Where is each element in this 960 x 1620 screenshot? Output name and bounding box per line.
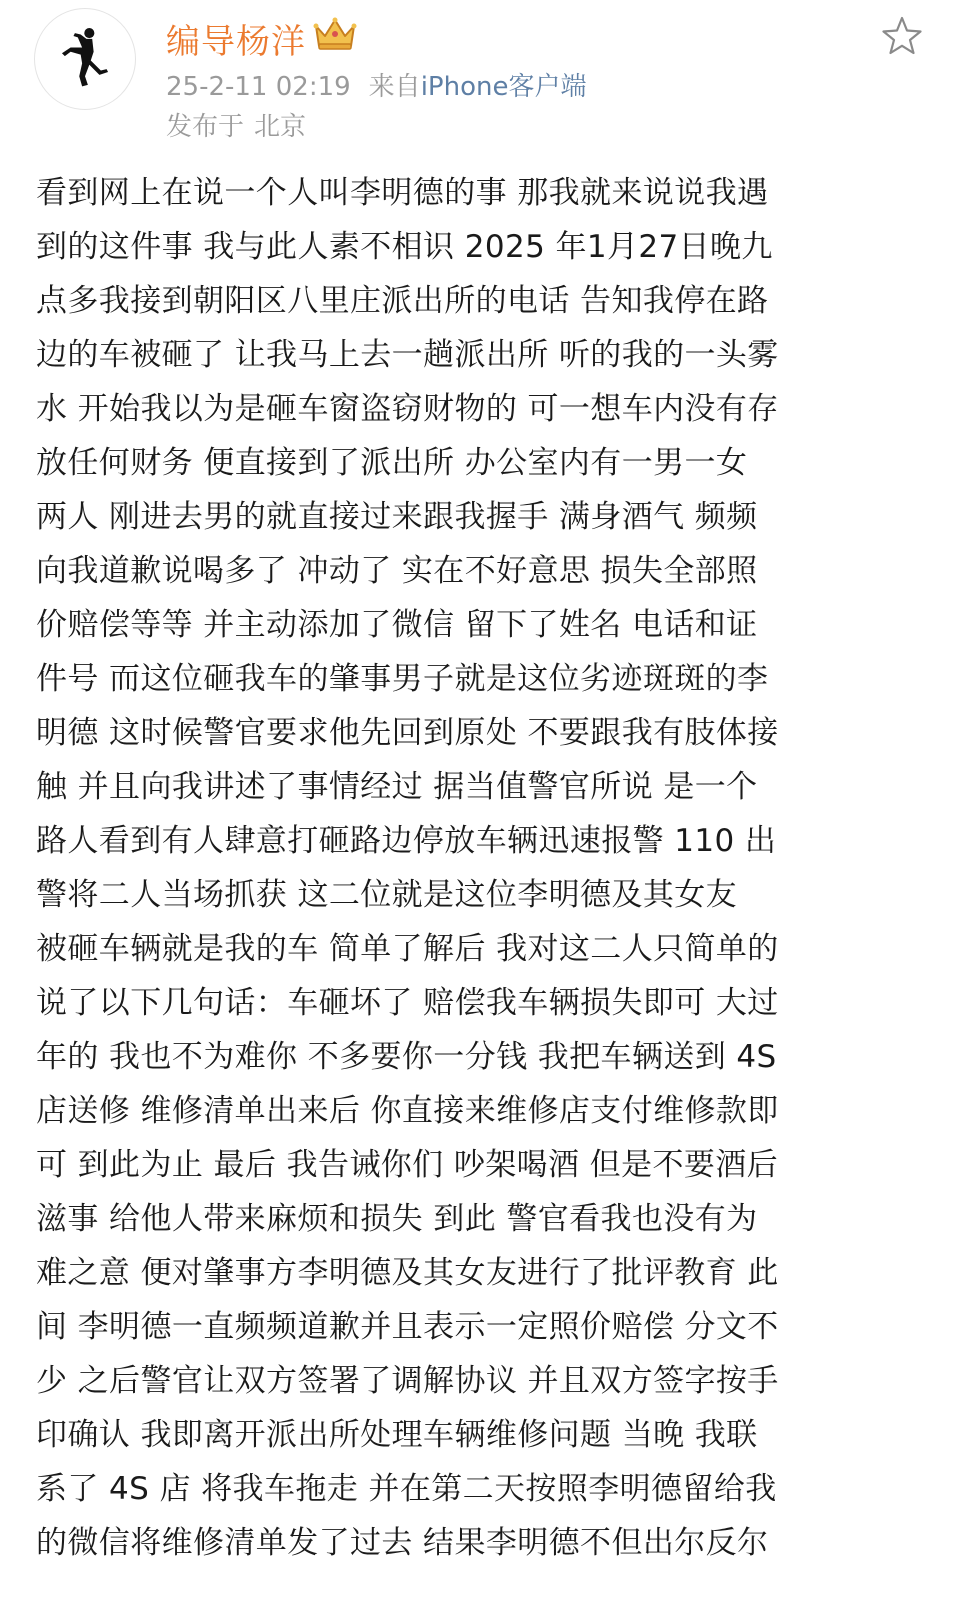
body-line: 到的这件事 我与此人素不相识 2025 年1月27日晚九 [36,229,773,265]
body-line: 被砸车辆就是我的车 简单了解后 我对这二人只简单的 [36,931,779,967]
body-line: 可 到此为止 最后 我告诫你们 吵架喝酒 但是不要酒后 [36,1147,779,1183]
body-line: 价赔偿等等 并主动添加了微信 留下了姓名 电话和证 [36,607,758,643]
body-line: 边的车被砸了 让我马上去一趟派出所 听的我的一头雾 [36,337,779,373]
star-icon[interactable] [880,14,924,58]
via-label: 来自 [368,72,421,102]
author-name[interactable]: 编导杨洋 [166,22,306,62]
body-line: 难之意 便对肇事方李明德及其女友进行了批评教育 此 [36,1255,779,1291]
body-line: 放任何财务 便直接到了派出所 办公室内有一男一女 [36,445,748,481]
body-line: 间 李明德一直频频道歉并且表示一定照价赔偿 分文不 [36,1309,779,1345]
location-value: 北京 [254,112,307,142]
body-line: 看到网上在说一个人叫李明德的事 那我就来说说我遇 [36,175,769,211]
post-body [36,166,936,1570]
post-date: 25-2-11 02:19 [166,72,351,102]
body-line: 触 并且向我讲述了事情经过 据当值警官所说 是一个 [36,769,758,805]
body-line: 滋事 给他人带来麻烦和损失 到此 警官看我也没有为 [36,1201,758,1237]
body-line: 说了以下几句话：车砸坏了 赔偿我车辆损失即可 大过 [36,985,779,1021]
post-location [166,106,306,143]
body-line: 年的 我也不为难你 不多要你一分钱 我把车辆送到 4S [36,1039,777,1075]
post-meta [166,66,586,103]
body-line: 路人看到有人肆意打砸路边停放车辆迅速报警 110 出 [36,823,777,859]
body-line: 印确认 我即离开派出所处理车辆维修问题 当晚 我联 [36,1417,758,1453]
body-line: 两人 刚进去男的就直接过来跟我握手 满身酒气 频频 [36,499,758,535]
body-line: 明德 这时候警官要求他先回到原处 不要跟我有肢体接 [36,715,779,751]
body-line: 系了 4S 店 将我车拖走 并在第二天按照李明德留给我 [36,1471,777,1507]
body-line: 店送修 维修清单出来后 你直接来维修店支付维修款即 [36,1093,779,1129]
body-line: 的微信将维修清单发了过去 结果李明德不但出尔反尔 [36,1525,769,1561]
body-line: 水 开始我以为是砸车窗盗窃财物的 可一想车内没有存 [36,391,779,427]
post-header [0,0,960,150]
location-label: 发布于 [166,112,245,142]
client-link[interactable]: iPhone客户端 [420,72,587,102]
body-line: 少 之后警官让双方签署了调解协议 并且双方签字按手 [36,1363,779,1399]
body-line: 向我道歉说喝多了 冲动了 实在不好意思 损失全部照 [36,553,758,589]
body-line: 警将二人当场抓获 这二位就是这位李明德及其女友 [36,877,738,913]
avatar[interactable] [34,8,136,110]
body-line: 件号 而这位砸我车的肇事男子就是这位劣迹斑斑的李 [36,661,769,697]
jumpman-logo-icon [49,23,121,95]
body-line: 点多我接到朝阳区八里庄派出所的电话 告知我停在路 [36,283,769,319]
crown-icon [312,14,358,52]
